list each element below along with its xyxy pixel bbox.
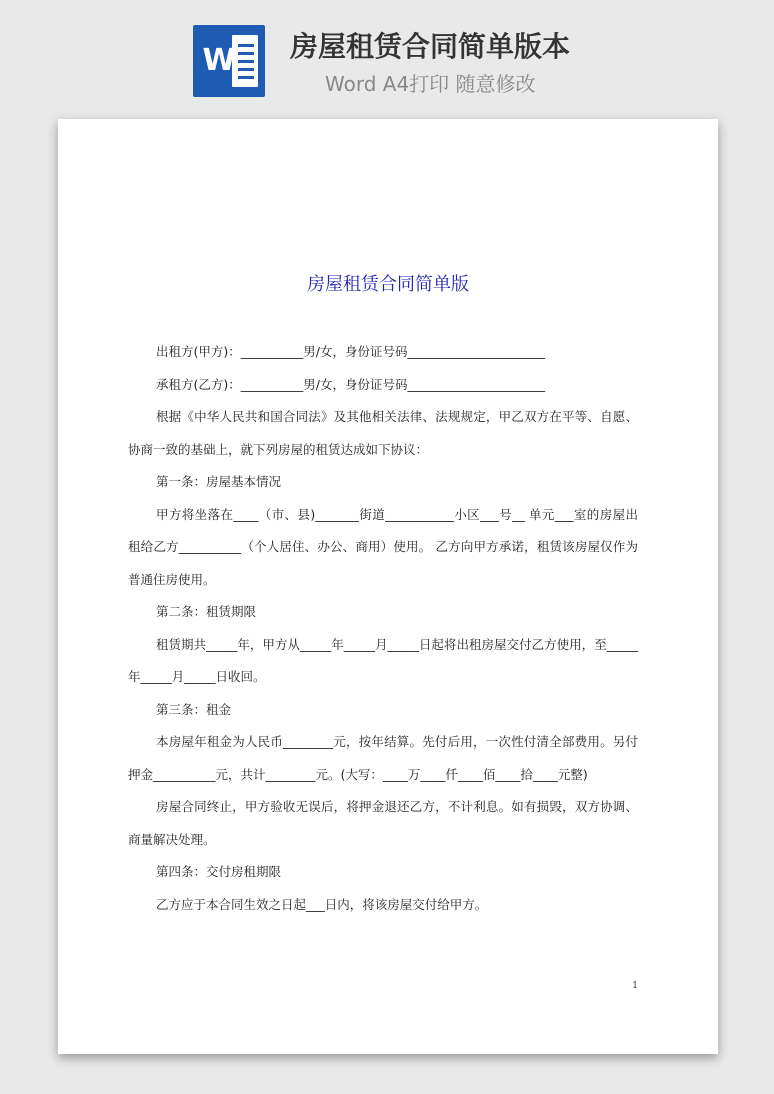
document-body xyxy=(128,336,638,921)
paragraph-lease-term: 租赁期共_____年，甲方从_____年_____月_____日起将出租房屋交付乙方使用，至_____年_____月_____日收回。 xyxy=(128,636,638,684)
subtitle: Word A4打印 随意修改 xyxy=(325,72,536,96)
paragraph-property-info: 甲方将坐落在____（市、县)_______街道___________小区___号__ 单元___室的房屋出租给乙方__________（个人居住、办公、商用）使用。 乙方向甲方承诺，租赁该房屋仅作为普通住房使用。 xyxy=(128,506,638,587)
paragraph-preamble: 根据《中华人民共和国合同法》及其他相关法律、法规规定，甲乙双方在平等、自愿、协商一致的基础上，就下列房屋的租赁达成如下协议： xyxy=(128,409,638,457)
paragraph-lessee: 承租方(乙方)：__________男/女，身份证号码______________________ xyxy=(156,376,545,392)
heading-article-4: 第四条：交付房租期限 xyxy=(156,864,282,879)
document-title: 房屋租赁合同简单版 xyxy=(307,274,469,295)
word-document-icon xyxy=(193,25,265,97)
heading-article-3: 第三条：租金 xyxy=(156,701,232,717)
paragraph-lessor: 出租方(甲方)：__________男/女，身份证号码______________________ xyxy=(156,344,545,359)
paragraph-rent: 本房屋年租金为人民币________元，按年结算。先付后用，一次性付清全部费用。另付押金__________元，共计________元。(大写：____万____仟____佰____拾____元整) xyxy=(128,734,638,782)
main-title: 房屋租赁合同简单版本 xyxy=(290,30,571,63)
header xyxy=(0,0,774,110)
document-page xyxy=(58,119,718,1054)
heading-article-1: 第一条：房屋基本情况 xyxy=(156,474,282,489)
paragraph-handover: 乙方应于本合同生效之日起___日内，将该房屋交付给甲方。 xyxy=(156,896,488,912)
heading-article-2: 第二条：租赁期限 xyxy=(156,604,257,619)
page-number: 1 xyxy=(632,981,638,991)
word-icon-letter: W xyxy=(202,43,236,78)
paragraph-deposit-return: 房屋合同终止，甲方验收无误后，将押金退还乙方，不计利息。如有损毁，双方协调、商量解决处理。 xyxy=(128,799,638,847)
